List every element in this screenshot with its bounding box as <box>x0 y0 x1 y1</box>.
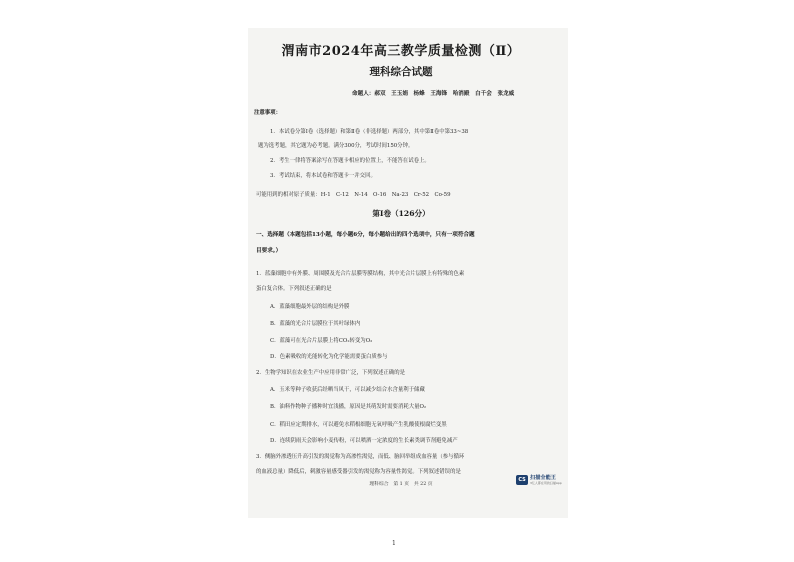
scanner-watermark <box>516 474 568 488</box>
notice-3: 3．考试结束，将本试卷和答题卡一并交回。 <box>270 173 376 179</box>
q1-option-a: A．蓝藻细胞最外层的结构是外膜 <box>270 304 350 310</box>
section-title: 第Ⅰ卷（126分） <box>372 209 430 218</box>
exam-authors: 命题人：郝双 王玉娟 杨蜂 王海锋 哈消殿 白千会 张龙威 <box>352 91 515 97</box>
q3-stem-line-1: 3．侧脑外渗透压升高引发的渴觉称为高渗性渴觉，而低、脑回举组成血容量（参与循环 <box>256 454 465 460</box>
scanner-logo-icon: CS <box>516 475 528 485</box>
q2-option-c: C．稻田应定期排水，可以避免水稻根细胞无氧呼吸产生乳酸使根腐烂变黑 <box>270 422 447 428</box>
page-number: 1 <box>392 540 396 547</box>
scanner-slogan: 3亿人都在用的扫描App <box>530 481 562 485</box>
q2-stem: 2．生物学知识在农业生产中应用非常广泛，下列叙述正确的是 <box>256 370 405 376</box>
mc-intro-line-2: 目要求。） <box>256 248 282 254</box>
q1-option-c: C．蓝藻可在光合片层膜上将CO₂转变为O₂ <box>270 338 373 344</box>
q1-option-d: D．色素吸收的光能转化为化学能需要蛋白质参与 <box>270 354 388 360</box>
notice-heading: 注意事项： <box>254 110 281 116</box>
mc-intro-line-1: 一、选择题（本题包括13小题，每小题6分，每小题给出的四个选项中，只有一项符合题 <box>256 232 475 238</box>
atomic-masses: 可能用到的相对原子质量：H-1 C-12 N-14 O-16 Na-23 Cr-52 Co-59 <box>256 192 451 198</box>
q2-option-a: A．玉米等种子收获后经晒当风干，可以减少结合水含量利于储藏 <box>270 387 425 393</box>
q2-option-b: B．油料作物种子播种时宜浅播，原因是其萌发时需要消耗大量O₂ <box>270 404 427 410</box>
q2-option-d: D．连续阴雨天会影响小麦传粉，可以喷洒一定浓度的生长素类调节剂避免减产 <box>270 438 458 444</box>
q1-option-b: B．蓝藻的光合片层膜位于其叶绿体内 <box>270 321 361 327</box>
notice-1-line-2: 题为选考题，其它题为必考题。满分300分，考试时间150分钟。 <box>258 143 414 149</box>
page-footer: 理科综合 第 1 页 共 22 页 <box>369 482 433 487</box>
exam-title: 渭南市2024年高三教学质量检测（Ⅱ） <box>281 44 521 59</box>
notice-2: 2．考生一律将答案涂写在答题卡相应的位置上，不能答在试卷上。 <box>270 158 430 164</box>
scanner-name: 扫描全能王 <box>530 475 556 481</box>
notice-1-line-1: 1．本试卷分第Ⅰ卷（选择题）和第Ⅱ卷（非选择题）两部分，其中第Ⅱ卷中第33~38 <box>270 129 469 135</box>
q3-stem-line-2: 的血液总量）降低后，刺激容量感受器引发的渴觉称为容量性渴觉。下列叙述错误的是 <box>256 469 461 475</box>
q1-stem-line-1: 1．蓝藻细胞中有外膜、周围膜及光合片层膜等膜结构，其中光合片层膜上有特殊的色素 <box>256 271 465 277</box>
exam-subtitle: 理科综合试题 <box>369 66 433 78</box>
q1-stem-line-2: 蛋白复合体。下列叙述正确的是 <box>256 286 332 292</box>
